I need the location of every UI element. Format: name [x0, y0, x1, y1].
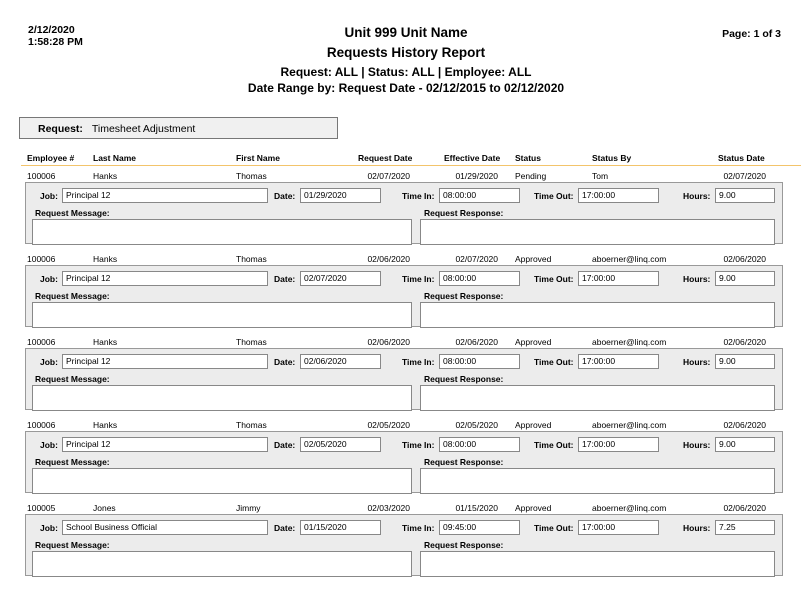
time-out-field[interactable]: 17:00:00: [578, 520, 659, 535]
col-effective-date: Effective Date: [444, 153, 501, 163]
request-message-label: Request Message:: [35, 291, 110, 301]
time-in-label: Time In:: [402, 357, 435, 367]
report-subtitle: Requests History Report: [326, 45, 486, 60]
record-request-date: 02/06/2020: [367, 337, 410, 347]
job-field[interactable]: Principal 12: [62, 188, 268, 203]
col-status-by: Status By: [592, 153, 632, 163]
job-field[interactable]: School Business Official: [62, 520, 268, 535]
request-response-label: Request Response:: [424, 540, 504, 550]
record-detail-panel: [25, 348, 783, 410]
hours-field[interactable]: 9.00: [715, 437, 775, 452]
request-response-field[interactable]: [420, 219, 775, 245]
hours-field[interactable]: 9.00: [715, 354, 775, 369]
job-label: Job:: [40, 357, 58, 367]
hours-label: Hours:: [683, 274, 711, 284]
date-label: Date:: [274, 357, 296, 367]
date-field[interactable]: 01/15/2020: [300, 520, 381, 535]
record-effective-date: 02/05/2020: [455, 420, 498, 430]
col-request-date: Request Date: [358, 153, 413, 163]
request-group-box: [19, 117, 338, 139]
record-request-date: 02/03/2020: [367, 503, 410, 513]
time-in-field[interactable]: 09:45:00: [439, 520, 520, 535]
record-first-name: Thomas: [236, 254, 267, 264]
col-first-name: First Name: [236, 153, 280, 163]
col-status-date: Status Date: [718, 153, 765, 163]
report-date-range: Date Range by: Request Date - 02/12/2015 to 02/12/2020: [247, 81, 565, 95]
request-group-label: Request:: [38, 123, 83, 135]
time-out-field[interactable]: 17:00:00: [578, 354, 659, 369]
time-in-field[interactable]: 08:00:00: [439, 271, 520, 286]
request-response-field[interactable]: [420, 302, 775, 328]
hours-label: Hours:: [683, 523, 711, 533]
request-group-value: Timesheet Adjustment: [91, 123, 196, 135]
record-last-name: Hanks: [93, 337, 118, 347]
record-detail-panel: [25, 265, 783, 327]
record-effective-date: 02/07/2020: [455, 254, 498, 264]
request-message-field[interactable]: [32, 468, 412, 494]
record-status: Approved: [515, 420, 552, 430]
record-first-name: Thomas: [236, 337, 267, 347]
date-field[interactable]: 02/05/2020: [300, 437, 381, 452]
record-status-date: 02/06/2020: [723, 254, 766, 264]
col-employee: Employee #: [27, 153, 75, 163]
request-message-field[interactable]: [32, 219, 412, 245]
record-employee-id: 100005: [27, 503, 56, 513]
job-label: Job:: [40, 191, 58, 201]
record-status-date: 02/07/2020: [723, 171, 766, 181]
report-time: 1:58:28 PM: [28, 36, 83, 48]
request-response-label: Request Response:: [424, 208, 504, 218]
hours-label: Hours:: [683, 191, 711, 201]
record-first-name: Jimmy: [236, 503, 261, 513]
time-out-field[interactable]: 17:00:00: [578, 271, 659, 286]
report-date: 2/12/2020: [28, 24, 75, 36]
time-out-label: Time Out:: [534, 523, 574, 533]
record-detail-panel: [25, 182, 783, 244]
request-response-label: Request Response:: [424, 457, 504, 467]
hours-label: Hours:: [683, 440, 711, 450]
record-detail-panel: [25, 514, 783, 576]
hours-label: Hours:: [683, 357, 711, 367]
record-effective-date: 02/06/2020: [455, 337, 498, 347]
record-employee-id: 100006: [27, 337, 56, 347]
record-status: Approved: [515, 503, 552, 513]
request-message-label: Request Message:: [35, 208, 110, 218]
hours-field[interactable]: 9.00: [715, 188, 775, 203]
page-indicator: Page: 1 of 3: [722, 28, 781, 40]
job-label: Job:: [40, 523, 58, 533]
date-field[interactable]: 02/06/2020: [300, 354, 381, 369]
record-status-by: Tom: [592, 171, 609, 181]
job-label: Job:: [40, 274, 58, 284]
record-status-by: aboerner@linq.com: [592, 337, 667, 347]
record-first-name: Thomas: [236, 171, 267, 181]
request-response-label: Request Response:: [424, 291, 504, 301]
record-status-by: aboerner@linq.com: [592, 254, 667, 264]
date-label: Date:: [274, 191, 296, 201]
date-label: Date:: [274, 274, 296, 284]
time-out-label: Time Out:: [534, 440, 574, 450]
hours-field[interactable]: 7.25: [715, 520, 775, 535]
report-unit-title: Unit 999 Unit Name: [344, 25, 468, 40]
record-request-date: 02/07/2020: [367, 171, 410, 181]
date-field[interactable]: 02/07/2020: [300, 271, 381, 286]
record-status-date: 02/06/2020: [723, 503, 766, 513]
record-last-name: Hanks: [93, 171, 118, 181]
record-status-date: 02/06/2020: [723, 420, 766, 430]
record-request-date: 02/05/2020: [367, 420, 410, 430]
record-first-name: Thomas: [236, 420, 267, 430]
request-message-label: Request Message:: [35, 374, 110, 384]
col-last-name: Last Name: [93, 153, 136, 163]
date-field[interactable]: 01/29/2020: [300, 188, 381, 203]
time-in-label: Time In:: [402, 523, 435, 533]
request-message-field[interactable]: [32, 385, 412, 411]
time-in-label: Time In:: [402, 440, 435, 450]
report-filters: Request: ALL | Status: ALL | Employee: ALL: [280, 65, 532, 79]
request-response-field[interactable]: [420, 385, 775, 411]
record-status-by: aboerner@linq.com: [592, 420, 667, 430]
request-response-label: Request Response:: [424, 374, 504, 384]
request-message-label: Request Message:: [35, 540, 110, 550]
record-last-name: Jones: [93, 503, 116, 513]
request-message-field[interactable]: [32, 551, 412, 577]
record-status: Pending: [515, 171, 547, 181]
time-in-label: Time In:: [402, 191, 435, 201]
record-employee-id: 100006: [27, 420, 56, 430]
job-label: Job:: [40, 440, 58, 450]
record-effective-date: 01/29/2020: [455, 171, 498, 181]
time-in-field[interactable]: 08:00:00: [439, 188, 520, 203]
header-divider: [21, 165, 801, 166]
time-out-field[interactable]: 17:00:00: [578, 437, 659, 452]
time-out-label: Time Out:: [534, 357, 574, 367]
col-status: Status: [515, 153, 541, 163]
time-in-label: Time In:: [402, 274, 435, 284]
record-request-date: 02/06/2020: [367, 254, 410, 264]
time-out-field[interactable]: 17:00:00: [578, 188, 659, 203]
job-field[interactable]: Principal 12: [62, 437, 268, 452]
time-in-field[interactable]: 08:00:00: [439, 354, 520, 369]
request-message-label: Request Message:: [35, 457, 110, 467]
date-label: Date:: [274, 523, 296, 533]
record-employee-id: 100006: [27, 171, 56, 181]
record-detail-panel: [25, 431, 783, 493]
job-field[interactable]: Principal 12: [62, 271, 268, 286]
record-employee-id: 100006: [27, 254, 56, 264]
date-label: Date:: [274, 440, 296, 450]
job-field[interactable]: Principal 12: [62, 354, 268, 369]
time-out-label: Time Out:: [534, 274, 574, 284]
record-status-by: aboerner@linq.com: [592, 503, 667, 513]
time-out-label: Time Out:: [534, 191, 574, 201]
request-response-field[interactable]: [420, 468, 775, 494]
request-response-field[interactable]: [420, 551, 775, 577]
record-last-name: Hanks: [93, 420, 118, 430]
hours-field[interactable]: 9.00: [715, 271, 775, 286]
record-status: Approved: [515, 337, 552, 347]
record-status-date: 02/06/2020: [723, 337, 766, 347]
time-in-field[interactable]: 08:00:00: [439, 437, 520, 452]
request-message-field[interactable]: [32, 302, 412, 328]
record-status: Approved: [515, 254, 552, 264]
record-effective-date: 01/15/2020: [455, 503, 498, 513]
record-last-name: Hanks: [93, 254, 118, 264]
